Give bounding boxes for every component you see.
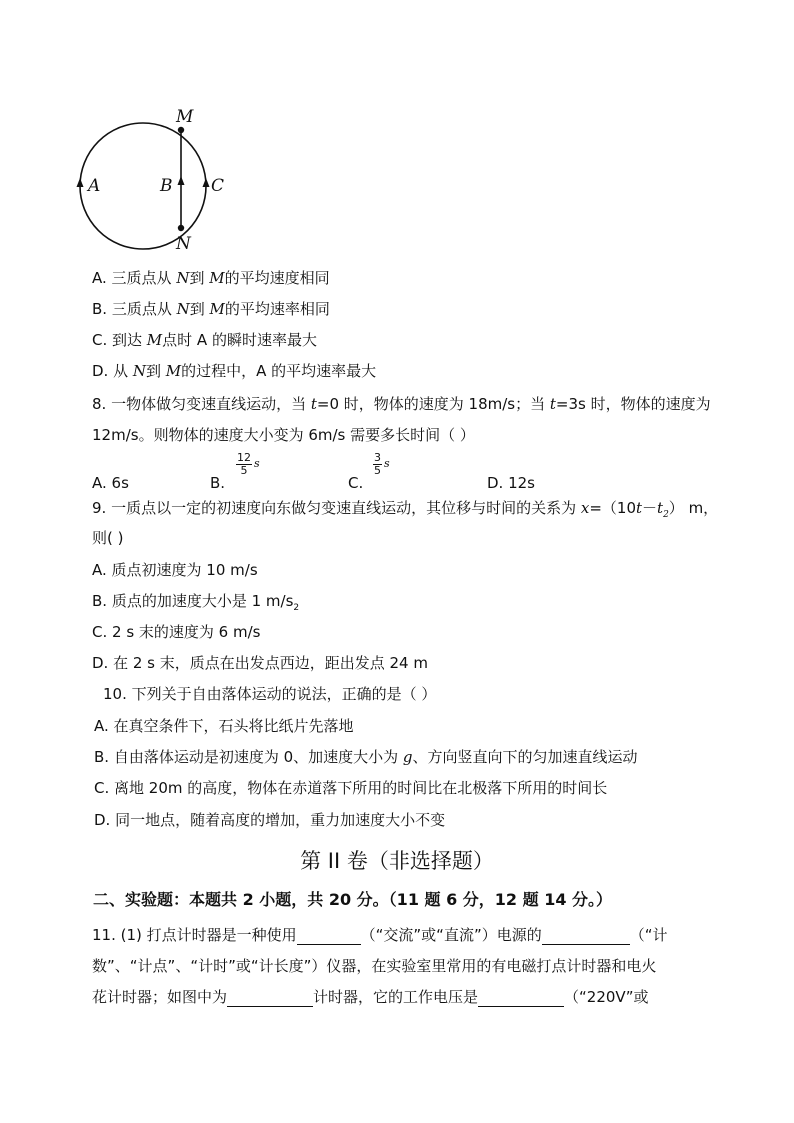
q9-option-b-text: B. 质点的加速度大小是 1 m/s — [92, 592, 294, 610]
q8-option-d: D. 12s — [487, 474, 535, 492]
section-heading: 二、实验题：本题共 2 小题，共 20 分。（11 题 6 分，12 题 14 分。） — [93, 890, 613, 909]
q11-line2: 数”、“计点”、“计时”或“计长度”）仪器，在实验室里常用的有电磁打点计时器和电火 — [92, 957, 657, 975]
q8-stem-line1 — [92, 394, 711, 414]
q11-line1-a: 11. (1) 打点计时器是一种使用 — [92, 926, 297, 944]
q8-option-a: A. 6s — [92, 474, 129, 492]
q10-stem: 10. 下列关于自由落体运动的说法，正确的是（ ） — [103, 685, 437, 703]
arrow-b-icon — [178, 176, 185, 185]
q9-option-c: C. 2 s 末的速度为 6 m/s — [92, 623, 261, 641]
q11-line1-b: （“交流”或“直流”）电源的 — [360, 926, 542, 944]
q9-stem-a: 9. 一质点以一定的初速度向东做匀变速直线运动，其位移与时间的关系为 — [92, 499, 581, 517]
q7-option-a-m: M — [209, 269, 225, 287]
q8-stem-c: =3s 时，物体的速度为 — [555, 395, 711, 413]
q7-option-b-post: 的平均速率相同 — [224, 300, 330, 318]
label-a: A — [88, 176, 101, 196]
q9-t1: t — [635, 499, 643, 517]
q9-stem-line1 — [92, 498, 718, 525]
q8-stem-b: =0 时，物体的速度为 18m/s；当 — [316, 395, 550, 413]
q11-line3 — [92, 987, 648, 1007]
q8-t2: t — [549, 395, 556, 413]
q8-option-c-label: C. — [348, 474, 364, 492]
q11-blank-1[interactable] — [297, 928, 361, 945]
label-c: C — [211, 176, 225, 196]
q7-option-a-text: A. 三质点从 — [92, 269, 177, 287]
q7-option-d-text: D. 从 — [92, 362, 133, 380]
q9-exponent: 2 — [663, 510, 669, 520]
q7-option-d-post: 的过程中，A 的平均速率最大 — [181, 362, 377, 380]
q10-option-b — [94, 747, 638, 767]
q9-option-b — [92, 591, 299, 618]
arrow-a-icon — [77, 178, 84, 187]
q9-stem-line2: 则( ) — [92, 529, 124, 547]
q7-option-a-mid: 到 — [189, 269, 210, 287]
part2-title: 第 II 卷（非选择题） — [300, 849, 494, 873]
q8-option-c-numerator: 3 — [374, 451, 381, 464]
arrow-c-icon — [203, 178, 210, 187]
q7-option-c-text: C. 到达 — [92, 331, 147, 349]
q7-option-b-n: N — [176, 300, 190, 318]
q9-eq-a: =（10 — [589, 499, 636, 517]
q7-option-b-mid: 到 — [189, 300, 210, 318]
q7-option-c-post: 点时 A 的瞬时速率最大 — [162, 331, 317, 349]
q11-line1 — [92, 925, 668, 945]
q8-option-b-fraction — [236, 451, 260, 477]
q8-option-b-denominator: 5 — [240, 464, 248, 477]
q7-option-c-m: M — [146, 331, 163, 349]
q8-stem-a: 8. 一物体做匀变速直线运动，当 — [92, 395, 311, 413]
point-n-dot — [178, 225, 184, 231]
q8-option-c-denominator: 5 — [374, 464, 381, 477]
q8-t1: t — [310, 395, 317, 413]
q11-blank-4[interactable] — [478, 990, 564, 1007]
q8-option-c-unit: s — [384, 457, 390, 470]
q9-option-a: A. 质点初速度为 10 m/s — [92, 561, 258, 579]
label-m: M — [176, 107, 194, 127]
q9-stem-c: ） m， — [668, 499, 719, 517]
q7-option-d-m: M — [165, 362, 182, 380]
q9-eq-b: － — [642, 499, 658, 517]
q7-option-b-text: B. 三质点从 — [92, 300, 177, 318]
q7-option-c — [92, 330, 317, 350]
q11-line1-c: （“计 — [629, 926, 668, 944]
q8-option-b-unit: s — [254, 457, 260, 470]
q8-option-b-numerator: 12 — [237, 451, 251, 464]
q10-option-b-text: B. 自由落体运动是初速度为 0、加速度大小为 — [94, 748, 403, 766]
q11-blank-2[interactable] — [542, 928, 630, 945]
q8-stem-line2: 12m/s。则物体的速度大小变为 6m/s 需要多长时间（ ） — [92, 426, 475, 444]
point-m-dot — [178, 127, 184, 133]
q7-option-d-mid: 到 — [145, 362, 166, 380]
q7-option-b-m: M — [209, 300, 225, 318]
q7-option-a-post: 的平均速度相同 — [224, 269, 330, 287]
q11-blank-3[interactable] — [227, 990, 313, 1007]
q7-option-d-n: N — [132, 362, 146, 380]
q8-option-c-fraction — [373, 451, 390, 477]
q11-line3-a: 花计时器；如图中为 — [92, 988, 228, 1006]
q9-t2: t — [657, 499, 664, 517]
q10-option-b-g: g — [402, 748, 413, 766]
q7-option-d — [92, 361, 376, 381]
circle-motion-diagram — [70, 100, 230, 260]
q10-option-d: D. 同一地点，随着高度的增加，重力加速度大小不变 — [94, 811, 446, 829]
label-n: N — [176, 234, 191, 254]
q9-option-b-sub: 2 — [293, 603, 300, 613]
q11-line3-b: 计时器，它的工作电压是 — [313, 988, 479, 1006]
label-b: B — [160, 176, 173, 196]
q7-option-a — [92, 268, 330, 288]
q10-option-c: C. 离地 20m 的高度，物体在赤道落下所用的时间比在北极落下所用的时间长 — [94, 779, 608, 797]
q11-line3-c: （“220V”或 — [564, 988, 649, 1006]
q7-option-a-n: N — [176, 269, 190, 287]
q9-x: x — [580, 499, 590, 517]
q10-option-b-post: 、方向竖直向下的匀加速直线运动 — [412, 748, 638, 766]
q7-option-b — [92, 299, 330, 319]
q8-option-b-label: B. — [210, 474, 226, 492]
q9-option-d: D. 在 2 s 末，质点在出发点西边，距出发点 24 m — [92, 654, 428, 672]
q10-option-a: A. 在真空条件下，石头将比纸片先落地 — [94, 717, 354, 735]
